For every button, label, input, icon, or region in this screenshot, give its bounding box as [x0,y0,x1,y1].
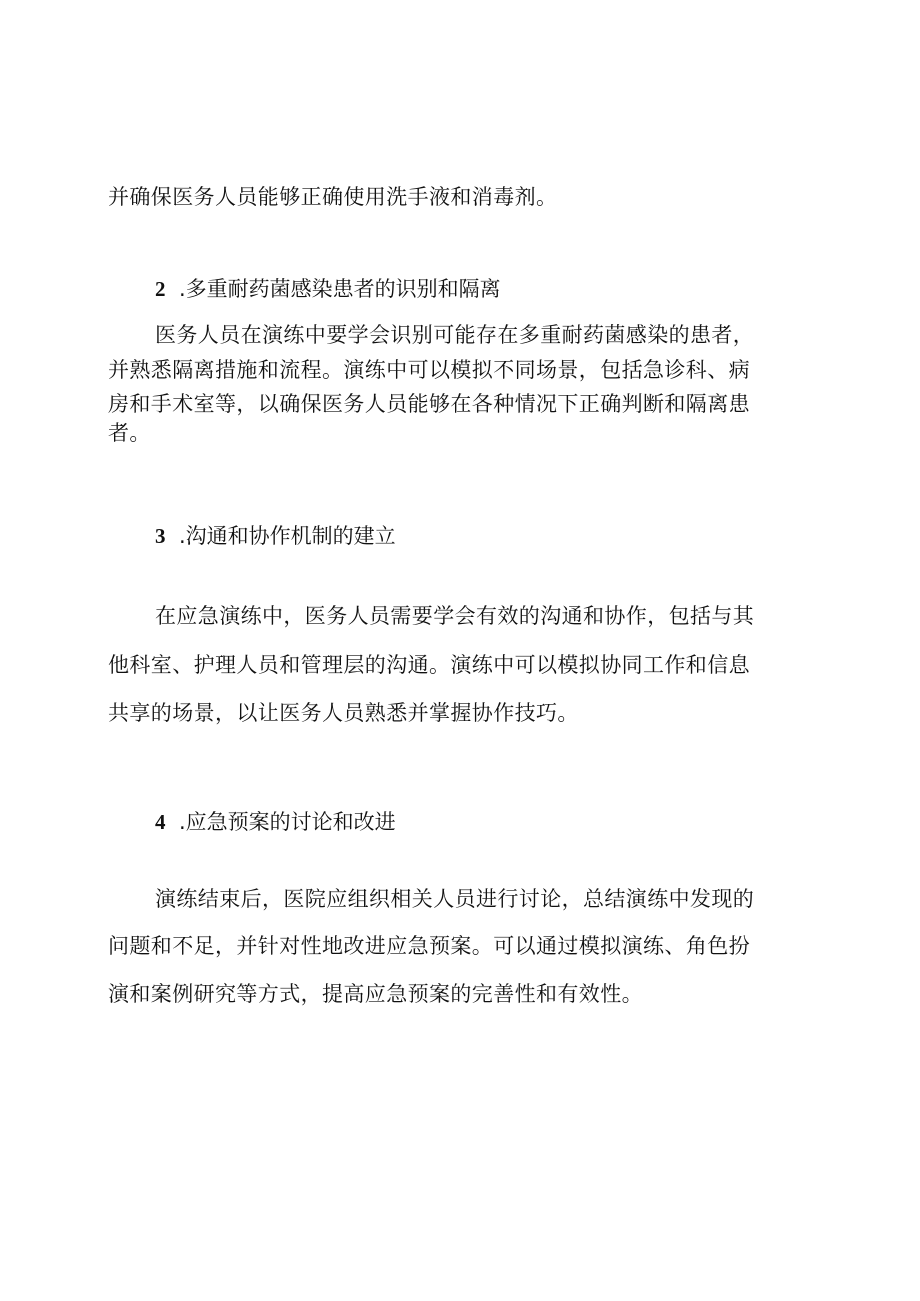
section-3-paragraph-line: 在应急演练中，医务人员需要学会有效的沟通和协作，包括与其 [155,604,755,628]
section-4-number: 4 [155,810,166,834]
section-4-heading [155,809,396,835]
section-4-paragraph-line: 演和案例研究等方式，提高应急预案的完善性和有效性。 [108,982,643,1006]
section-2-heading [155,276,501,302]
section-3-number: 3 [155,524,166,548]
section-3-title: .沟通和协作机制的建立 [179,524,396,548]
section-2-paragraph-line: 房和手术室等，以确保医务人员能够在各种情况下正确判断和隔离患 [108,392,750,416]
section-2-paragraph-line: 者。 [108,421,151,445]
section-2-paragraph-line: 并熟悉隔离措施和流程。演练中可以模拟不同场景，包括急诊科、病 [108,358,750,382]
section-2-title: .多重耐药菌感染患者的识别和隔离 [179,277,501,301]
section-3-heading [155,523,396,549]
section-3-paragraph-line: 共享的场景，以让医务人员熟悉并掌握协作技巧。 [108,701,579,725]
section-4-paragraph-line: 演练结束后，医院应组织相关人员进行讨论，总结演练中发现的 [155,887,755,911]
section-4-title: .应急预案的讨论和改进 [179,810,396,834]
section-2-number: 2 [155,277,166,301]
section-2-paragraph-line: 医务人员在演练中要学会识别可能存在多重耐药菌感染的患者， [155,323,755,347]
section-4-paragraph-line: 问题和不足，并针对性地改进应急预案。可以通过模拟演练、角色扮 [108,934,750,958]
intro-paragraph-line: 并确保医务人员能够正确使用洗手液和消毒剂。 [108,185,558,209]
section-3-paragraph-line: 他科室、护理人员和管理层的沟通。演练中可以模拟协同工作和信息 [108,653,750,677]
